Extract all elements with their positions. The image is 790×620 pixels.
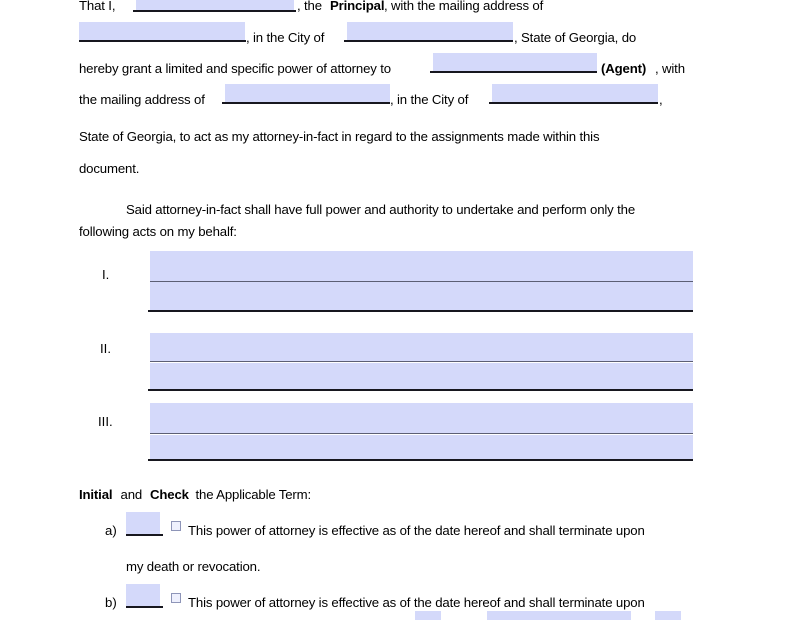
- act-numeral-3: III.: [98, 414, 113, 429]
- term-letter-a: a): [105, 523, 117, 538]
- act-numeral-1: I.: [102, 267, 110, 282]
- act-rule-1-line-2: [148, 310, 693, 312]
- term-a-text-line2: my death or revocation.: [126, 559, 261, 574]
- principal-city-field[interactable]: [347, 22, 513, 40]
- body-line1-mid: , the: [297, 0, 326, 13]
- act-field-3-line-2[interactable]: [150, 435, 693, 460]
- body-line3-suffix: , with: [655, 61, 685, 76]
- act-field-1-line-2[interactable]: [150, 282, 693, 310]
- body-line3-prefix: hereby grant a limited and specific power of attorney to: [79, 61, 395, 76]
- agent-keyword: (Agent): [601, 61, 647, 76]
- agent-name-rule: [430, 71, 597, 73]
- term-b-initial-field[interactable]: [126, 584, 160, 606]
- agent-city-field[interactable]: [492, 84, 658, 102]
- terms-heading-initial: Initial: [79, 487, 113, 502]
- term-b-checkbox[interactable]: [171, 593, 181, 603]
- act-numeral-2: II.: [100, 341, 111, 356]
- term-b-date-year-field[interactable]: [655, 611, 681, 620]
- principal-name-field[interactable]: [136, 0, 294, 10]
- body-line4-prefix: the mailing address of: [79, 92, 209, 107]
- terms-heading-check: Check: [150, 487, 189, 502]
- agent-city-rule: [489, 102, 658, 104]
- body-line5: State of Georgia, to act as my attorney-in-fact in regard to the assignments made within this: [79, 129, 600, 144]
- body-line4-mid: , in the City of: [390, 92, 472, 107]
- body-line2-prefix: , in the City of: [246, 30, 328, 45]
- body-line1-suffix: , with the mailing address of: [384, 0, 544, 13]
- act-field-2-line-2[interactable]: [150, 363, 693, 390]
- body-line4-suffix: ,: [659, 92, 663, 107]
- term-a-text-line1: This power of attorney is effective as of the date hereof and shall terminate upon: [188, 523, 645, 538]
- agent-address-rule: [222, 102, 390, 104]
- principal-city-rule: [344, 40, 513, 42]
- term-b-initial-rule: [126, 606, 163, 608]
- term-b-date-detail-field[interactable]: [487, 611, 631, 620]
- term-b-text-line1: This power of attorney is effective as of the date hereof and shall terminate upon: [188, 595, 645, 610]
- acts-intro-line2: following acts on my behalf:: [79, 224, 237, 239]
- body-line1-prefix: That I,: [79, 0, 119, 13]
- body-line2-suffix: , State of Georgia, do: [514, 30, 637, 45]
- term-b-date-month-field[interactable]: [415, 611, 441, 620]
- principal-address-rule: [79, 40, 246, 42]
- terms-heading-and: and: [117, 487, 146, 502]
- principal-name-rule: [133, 10, 296, 12]
- agent-name-field[interactable]: [433, 53, 597, 71]
- principal-keyword: Principal: [330, 0, 385, 13]
- body-line6: document.: [79, 161, 140, 176]
- principal-address-field[interactable]: [79, 22, 245, 40]
- term-a-initial-rule: [126, 534, 163, 536]
- act-field-2-line-1[interactable]: [150, 333, 693, 362]
- act-field-1-line-1[interactable]: [150, 251, 693, 281]
- term-letter-b: b): [105, 595, 117, 610]
- terms-heading-rest: the Applicable Term:: [192, 487, 312, 502]
- term-a-initial-field[interactable]: [126, 512, 160, 534]
- act-field-3-line-1[interactable]: [150, 403, 693, 434]
- act-rule-3-line-2: [148, 459, 693, 461]
- act-rule-2-line-2: [148, 389, 693, 391]
- agent-address-field[interactable]: [225, 84, 390, 102]
- term-a-checkbox[interactable]: [171, 521, 181, 531]
- acts-intro-line1: Said attorney-in-fact shall have full power and authority to undertake and perform only the: [126, 202, 636, 217]
